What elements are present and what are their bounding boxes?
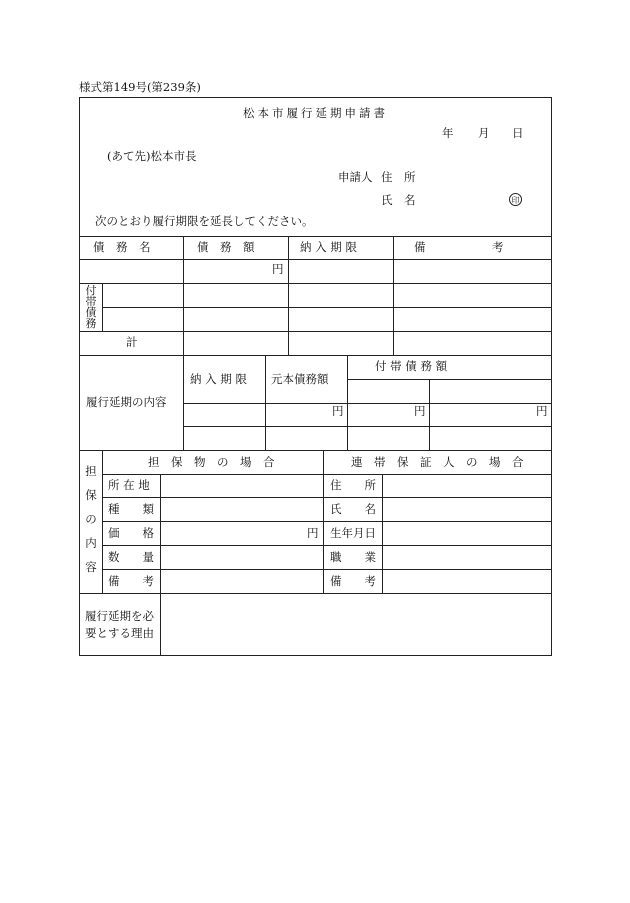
guarantor-name-label: 氏 名 [330,502,376,516]
collateral-quantity-label: 数 量 [108,550,154,564]
applicant-address-label: 住 所 [381,170,416,184]
request-text: 次のとおり履行期限を延長してください。 [95,214,314,228]
ext-header-incidental: 付 帯 債 務 額 [375,359,448,373]
collateral-price-label: 価 格 [108,526,154,540]
header-deadline: 納 入 期 限 [300,240,357,254]
date-month: 月 [478,126,490,140]
form-title: 松本市履行延期申請書 [243,106,388,120]
guarantor-birthdate-label: 生年月日 [330,526,376,540]
date-day: 日 [512,126,524,140]
ext-header-deadline: 納 入 期 限 [190,372,247,386]
collateral-price-yen: 円 [307,526,319,540]
extension-label: 履行延期の内容 [86,395,167,409]
incidental-debt-label: 付 帯 債 務 [85,284,97,330]
collateral-remarks-label: 備 考 [108,574,154,588]
debt-amount-yen: 円 [272,262,284,276]
reason-label-line2: 要とする理由 [85,626,154,640]
guarantor-occupation-label: 職 業 [330,550,376,564]
applicant-label: 申請人 [338,170,373,184]
collateral-type-label: 種 類 [108,502,154,516]
guarantor-address-label: 住 所 [330,478,376,492]
ext-header-principal: 元本債務額 [271,372,329,386]
addressee: (あて先)松本市長 [107,149,197,163]
ext-incidental-yen-1: 円 [414,404,426,418]
collateral-header: 担 保 物 の 場 合 [148,455,275,469]
ext-principal-yen: 円 [332,404,344,418]
ext-incidental-yen-2: 円 [536,404,548,418]
total-label: 計 [126,335,138,349]
header-debt-amount: 債 務 額 [197,240,255,254]
seal-mark: 印 [509,193,522,206]
applicant-name-label: 氏 名 [381,193,416,207]
reason-label-line1: 履行延期を必 [85,609,154,623]
form-number: 様式第149号(第239条) [79,80,201,94]
header-debt-name: 債 務 名 [93,240,151,254]
date-year: 年 [442,126,454,140]
security-side-label: 担 保 の 内 容 [85,464,97,574]
guarantor-remarks-label: 備 考 [330,574,376,588]
header-remarks: 備 考 [414,240,512,254]
guarantor-header: 連 帯 保 証 人 の 場 合 [351,455,524,469]
collateral-location-label: 所 在 地 [108,478,150,492]
